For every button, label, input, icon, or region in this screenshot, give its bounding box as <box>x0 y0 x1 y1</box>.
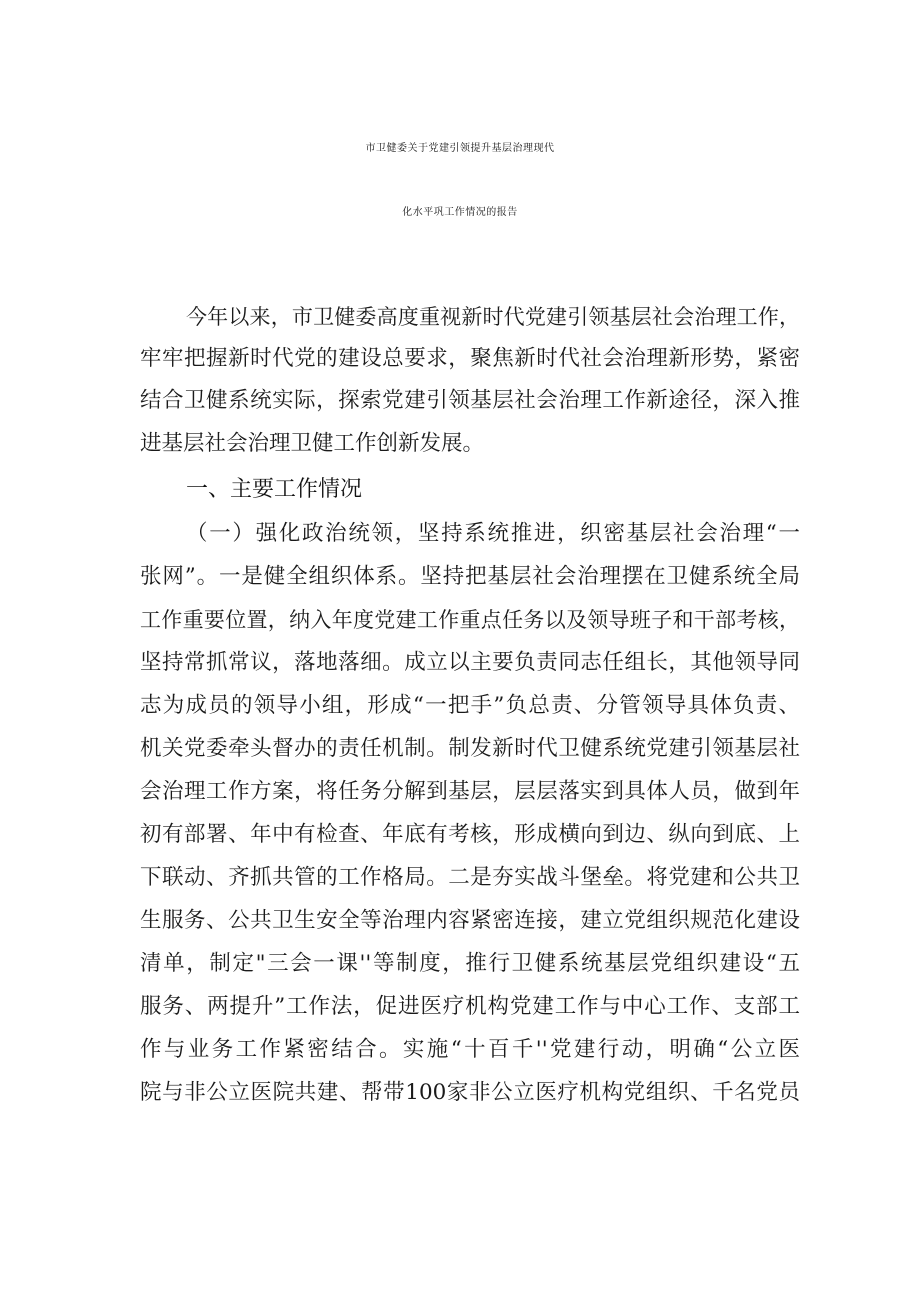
body-paragraph-line: 生服务、公共卫生安全等治理内容紧密连接，建立党组织规范化建设 <box>140 908 800 933</box>
intro-paragraph-line: 今年以来，市卫健委高度重视新时代党建引领基层社会治理工作， <box>186 305 800 329</box>
section-heading: 一、主要工作情况 <box>186 477 363 502</box>
body-paragraph-line: 初有部署、年中有检查、年底有考核，形成横向到边、纵向到底、上 <box>140 822 800 847</box>
body-paragraph-line: 张网”。一是健全组织体系。坚持把基层社会治理摆在卫健系统全局 <box>140 564 800 589</box>
intro-paragraph-line: 进基层社会治理卫健工作创新发展。 <box>140 431 485 456</box>
body-paragraph-line: 服务、两提升”工作法，促进医疗机构党建工作与中心工作、支部工 <box>140 994 800 1019</box>
body-paragraph-line: 院与非公立医院共建、帮带100家非公立医疗机构党组织、千名党员 <box>140 1080 800 1105</box>
body-paragraph-line: 清单，制定"三会一课''等制度，推行卫健系统基层党组织建设“五 <box>140 951 800 976</box>
body-paragraph-line: 坚持常抓常议，落地落细。成立以主要负责同志任组长，其他领导同 <box>140 650 800 675</box>
body-paragraph-line: 机关党委牵头督办的责任机制。制发新时代卫健系统党建引领基层社 <box>140 736 800 761</box>
body-paragraph-line: 下联动、齐抓共管的工作格局。二是夯实战斗堡垒。将党建和公共卫 <box>140 865 800 890</box>
body-paragraph-line: 作与业务工作紧密结合。实施“十百千''党建行动，明确“公立医 <box>140 1037 800 1062</box>
intro-paragraph-line: 结合卫健系统实际，探索党建引领基层社会治理工作新途径，深入推 <box>140 388 800 413</box>
document-title-line-2: 化水平巩工作情况的报告 <box>402 207 518 218</box>
intro-paragraph-line: 牢牢把握新时代党的建设总要求，聚焦新时代社会治理新形势，紧密 <box>140 346 800 371</box>
document-title-line-1: 市卫健委关于党建引领提升基层治理现代 <box>365 143 555 154</box>
body-paragraph-line: （一）强化政治统领，坚持系统推进，织密基层社会治理“一 <box>186 521 800 546</box>
body-paragraph-line: 工作重要位置，纳入年度党建工作重点任务以及领导班子和干部考核， <box>140 608 800 632</box>
body-paragraph-line: 会治理工作方案，将任务分解到基层，层层落实到具体人员，做到年 <box>140 779 800 804</box>
body-paragraph-line: 志为成员的领导小组，形成“一把手”负总责、分管领导具体负责、 <box>140 693 800 718</box>
